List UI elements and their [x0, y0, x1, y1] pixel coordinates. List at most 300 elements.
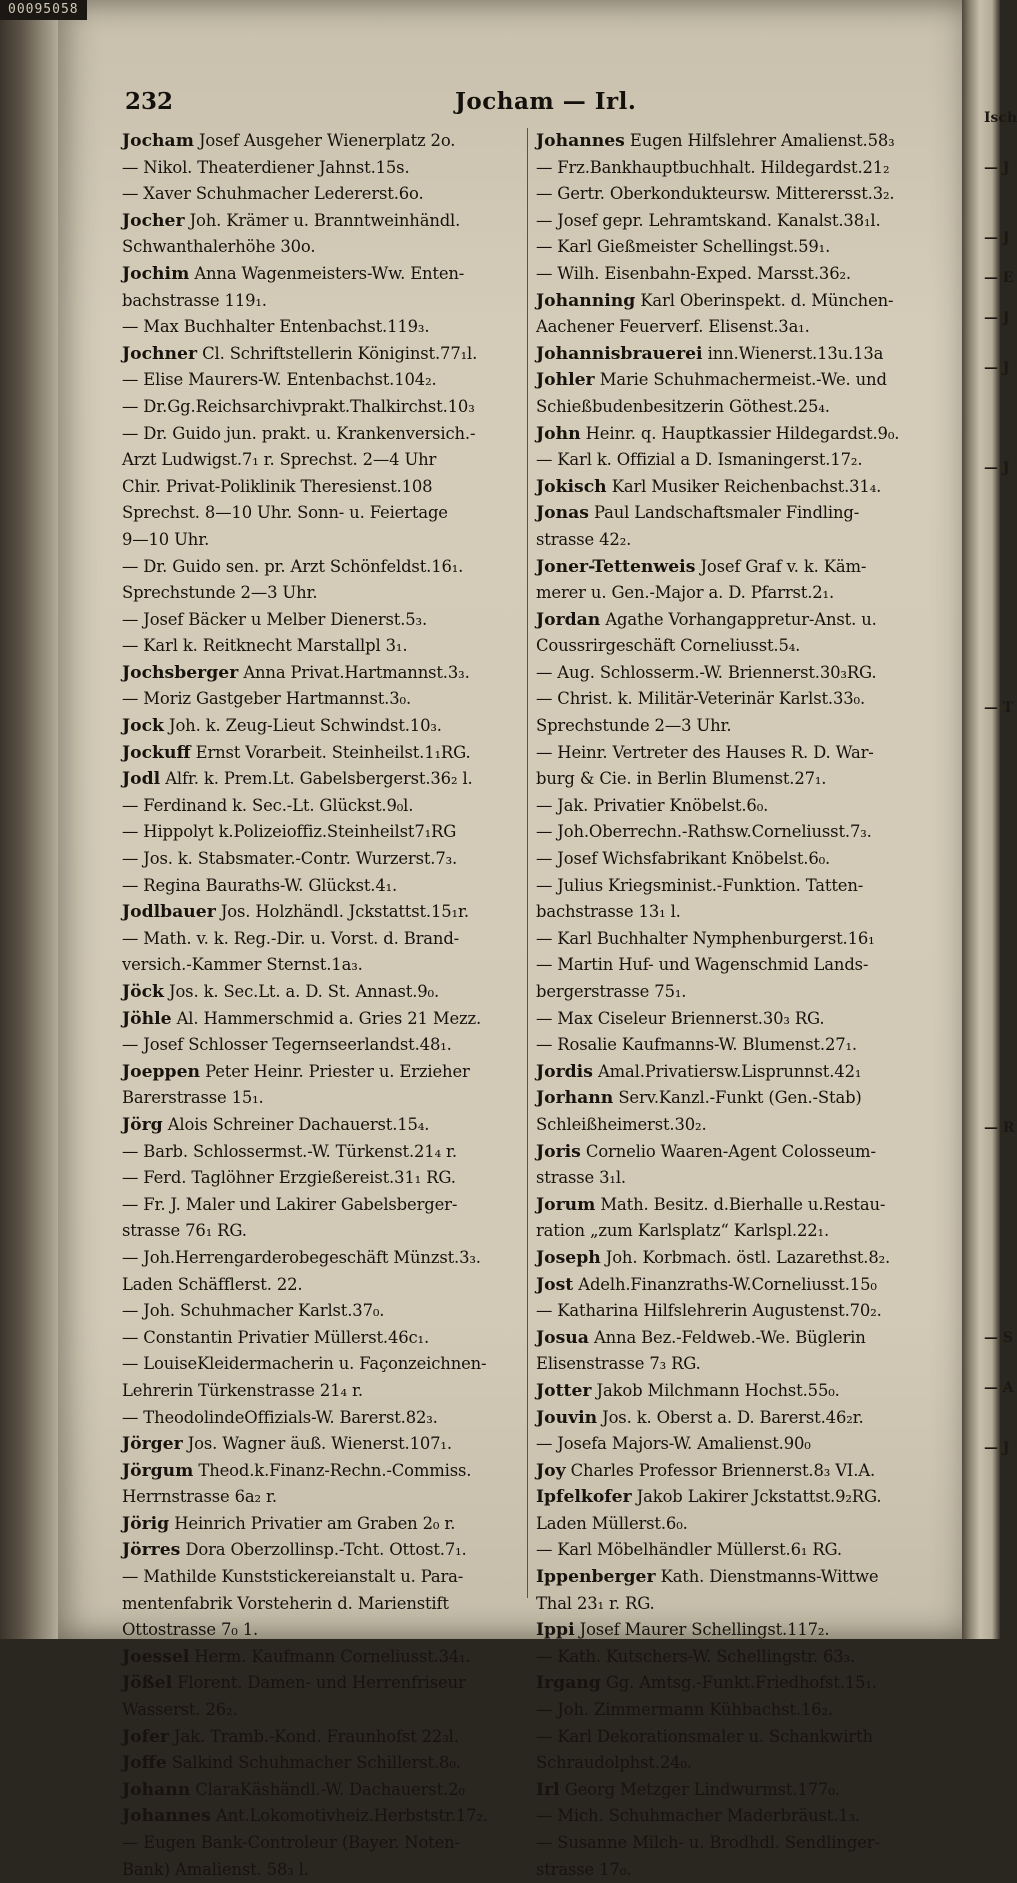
directory-line [122, 341, 520, 368]
directory-line [122, 740, 520, 767]
entry-text: Jos. Holzhändl. Jckstattst.15₁r. [220, 902, 469, 922]
entry-text: Laden Müllerst.6₀. [536, 1513, 688, 1533]
directory-line [122, 1617, 520, 1644]
entry-headword: Jochner [122, 343, 198, 364]
entry-headword: Joris [536, 1141, 581, 1162]
directory-line [536, 1803, 942, 1830]
directory-line [536, 1085, 942, 1112]
entry-text: — Barb. Schlossermst.-W. Türkenst.21₄ r. [122, 1141, 457, 1161]
entry-text: — Josef Bäcker u Melber Dienerst.5₃. [122, 609, 428, 629]
entry-headword: Irl [536, 1779, 560, 1800]
directory-line [536, 1537, 942, 1564]
directory-line [122, 1644, 520, 1671]
entry-text: Jakob Milchmann Hochst.55₀. [596, 1380, 840, 1400]
entry-text: — Frz.Bankhauptbuchhalt. Hildegardst.21₂ [536, 157, 890, 177]
entry-text: Joh. Korbmach. östl. Lazarethst.8₂. [605, 1247, 891, 1267]
entry-headword: Jörig [122, 1513, 170, 1534]
entry-text: — Susanne Milch- u. Brodhdl. Sendlinger- [536, 1833, 880, 1852]
directory-line [536, 474, 942, 501]
directory-line [122, 527, 520, 554]
entry-text: — Mathilde Kunststickereianstalt u. Para- [122, 1567, 464, 1587]
entry-text: — Dr. Guido sen. pr. Arzt Schönfeldst.16₁. [122, 556, 464, 576]
edge-fragment: — J [984, 360, 1010, 376]
entry-text: — Joh.Herrengarderobegeschäft Münzst.3₃. [122, 1247, 481, 1267]
directory-line [122, 367, 520, 394]
entry-text: mentenfabrik Vorsteherin d. Marienstift [122, 1593, 449, 1613]
entry-text: Schwanthalerhöhe 30o. [122, 237, 316, 257]
directory-line [122, 1351, 520, 1378]
entry-headword: Jofer [122, 1726, 169, 1747]
entry-text: — Math. v. k. Reg.-Dir. u. Vorst. d. Brand- [122, 928, 460, 948]
entry-text: — Jak. Privatier Knöbelst.6₀. [536, 795, 769, 815]
directory-line [536, 1644, 942, 1671]
page-header [125, 88, 937, 122]
directory-line [536, 1458, 942, 1485]
entry-headword: Joeppen [122, 1061, 200, 1082]
directory-line [536, 554, 942, 581]
directory-line [536, 1165, 942, 1192]
entry-headword: Jorum [536, 1194, 596, 1215]
entry-text: — Ferdinand k. Sec.-Lt. Glückst.9₀l. [122, 795, 414, 815]
entry-text: merer u. Gen.-Major a. D. Pfarrst.2₁. [536, 583, 835, 603]
entry-text: — Karl Dekorationsmaler u. Schankwirth [536, 1726, 873, 1746]
entry-text: Cl. Schriftstellerin Königinst.77₁l. [202, 343, 478, 363]
edge-fragment: — J [984, 230, 1010, 246]
directory-line [122, 128, 520, 155]
directory-line [122, 607, 520, 634]
directory-line [536, 500, 942, 527]
entry-text: Schleißheimerst.30₂. [536, 1114, 707, 1134]
directory-line [122, 1591, 520, 1618]
entry-text: Coussrirgeschäft Corneliusst.5₄. [536, 636, 801, 656]
entry-text: Joh. Krämer u. Branntweinhändl. [189, 210, 461, 230]
entry-text: Herrnstrasse 6a₂ r. [122, 1487, 277, 1507]
directory-line [536, 1378, 942, 1405]
directory-line [122, 234, 520, 261]
directory-line [536, 686, 942, 713]
directory-line [536, 527, 942, 554]
directory-line [536, 314, 942, 341]
directory-line [536, 394, 942, 421]
entry-text: — Karl Buchhalter Nymphenburgerst.16₁ [536, 928, 875, 948]
directory-line [122, 633, 520, 660]
entry-text: Paul Landschaftsmaler Findling- [593, 503, 860, 523]
entry-text: — Xaver Schuhmacher Ledererst.6o. [122, 184, 424, 204]
directory-line [122, 421, 520, 448]
entry-text: versich.-Kammer Sternst.1a₃. [122, 955, 363, 975]
directory-line [536, 952, 942, 979]
directory-line [536, 1032, 942, 1059]
edge-fragment: — A [984, 1380, 1014, 1396]
entry-text: — Heinr. Vertreter des Hauses R. D. War- [536, 742, 874, 762]
entry-text: — Moriz Gastgeber Hartmannst.3₀. [122, 689, 411, 709]
directory-line [122, 819, 520, 846]
directory-line [122, 1405, 520, 1432]
next-page-edge [962, 0, 1017, 1639]
edge-fragment: — J [984, 160, 1010, 176]
entry-text: Charles Professor Briennerst.8₃ VI.A. [570, 1460, 876, 1480]
directory-line [122, 394, 520, 421]
directory-line [536, 1857, 942, 1883]
entry-text: Sprechstunde 2—3 Uhr. [536, 716, 732, 736]
scan-id-label: 00095058 [0, 0, 87, 20]
entry-text: — Karl k. Offizial a D. Ismaningerst.17₂. [536, 450, 863, 470]
entry-text: bachstrasse 13₁ l. [536, 902, 681, 922]
entry-text: Eugen Hilfslehrer Amalienst.58₃ [629, 131, 895, 150]
entry-text: — Julius Kriegsminist.-Funktion. Tatten- [536, 875, 864, 895]
directory-line [536, 208, 942, 235]
entry-text: Kath. Dienstmanns-Wittwe [660, 1567, 879, 1587]
entry-text: — Max Buchhalter Entenbachst.119₃. [122, 317, 430, 337]
directory-line [536, 1192, 942, 1219]
entry-text: Alfr. k. Prem.Lt. Gabelsbergerst.36₂ l. [165, 769, 473, 789]
directory-line [536, 1697, 942, 1724]
entry-headword: Jodlbauer [122, 902, 216, 923]
column-divider [527, 128, 528, 1598]
directory-line [536, 1591, 942, 1618]
directory-line [536, 155, 942, 182]
edge-fragment: — J [984, 460, 1010, 476]
entry-text: Jos. k. Oberst a. D. Barerst.46₂r. [602, 1407, 864, 1427]
entry-text: Arzt Ludwigst.7₁ r. Sprechst. 2—4 Uhr [122, 450, 437, 470]
entry-text: — Regina Bauraths-W. Glückst.4₁. [122, 875, 398, 895]
directory-line [122, 1112, 520, 1139]
directory-line [122, 1245, 520, 1272]
entry-headword: Jordan [536, 609, 601, 630]
directory-line [536, 607, 942, 634]
entry-headword: Josua [536, 1327, 589, 1348]
directory-line [122, 713, 520, 740]
entry-text: — Constantin Privatier Müllerst.46c₁. [122, 1327, 430, 1347]
directory-line [536, 1112, 942, 1139]
entry-text: Cornelio Waaren-Agent Colosseum- [585, 1141, 876, 1161]
entry-text: Joh. k. Zeug-Lieut Schwindst.10₃. [169, 716, 442, 736]
entry-text: — Aug. Schlosserm.-W. Briennerst.30₃RG. [536, 662, 877, 682]
left-column [122, 128, 520, 1883]
entry-text: Serv.Kanzl.-Funkt (Gen.-Stab) [618, 1088, 862, 1108]
entry-text: Lehrerin Türkenstrasse 21₄ r. [122, 1380, 363, 1400]
directory-line [122, 261, 520, 288]
entry-text: — Josefa Majors-W. Amalienst.90₀ [536, 1434, 811, 1454]
entry-headword: Joseph [536, 1247, 601, 1268]
entry-text: Anna Privat.Hartmannst.3₃. [243, 662, 470, 682]
directory-line [536, 447, 942, 474]
directory-line [536, 846, 942, 873]
entry-headword: Jochsberger [122, 662, 239, 683]
directory-line [122, 447, 520, 474]
entry-text: strasse 76₁ RG. [122, 1221, 247, 1241]
entry-headword: Ipfelkofer [536, 1487, 632, 1508]
directory-line [536, 979, 942, 1006]
directory-line [536, 580, 942, 607]
directory-line [536, 633, 942, 660]
entry-text: — TheodolindeOffizials-W. Barerst.82₃. [122, 1407, 438, 1427]
entry-text: Gg. Amtsg.-Funkt.Friedhofst.15₁. [605, 1673, 877, 1693]
entry-text: — Dr.Gg.Reichsarchivprakt.Thalkirchst.10₃ [122, 396, 475, 416]
entry-text: Josef Maurer Schellingst.117₂. [579, 1620, 830, 1640]
entry-headword: Jorhann [536, 1088, 614, 1109]
entry-headword: Ippenberger [536, 1567, 656, 1588]
entry-text: 9—10 Uhr. [122, 529, 210, 549]
directory-line [536, 1325, 942, 1352]
entry-headword: Jokisch [536, 476, 607, 497]
entry-text: — Nikol. Theaterdiener Jahnst.15s. [122, 157, 410, 177]
entry-text: Sprechst. 8—10 Uhr. Sonn- u. Feiertage [122, 503, 448, 523]
entry-text: strasse 3₁l. [536, 1168, 626, 1188]
entry-text: — Karl Möbelhändler Müllerst.6₁ RG. [536, 1540, 842, 1560]
directory-line [536, 1511, 942, 1538]
directory-line [122, 500, 520, 527]
entry-headword: Jouvin [536, 1407, 598, 1428]
directory-line [122, 1325, 520, 1352]
entry-text: Florent. Damen- und Herrenfriseur [177, 1673, 466, 1693]
edge-fragment: Isch [984, 110, 1017, 126]
entry-text: — Mich. Schuhmacher Maderbräust.1₃. [536, 1806, 861, 1826]
running-head: Jocham — Irl. [455, 88, 637, 115]
directory-line [536, 1218, 942, 1245]
entry-headword: Joner-Tettenweis [536, 556, 696, 577]
page-number: 232 [125, 88, 174, 115]
entry-headword: Joessel [122, 1646, 190, 1667]
entry-headword: Jörg [122, 1114, 163, 1135]
entry-text: — Kath. Kutschers-W. Schellingstr. 63₃. [536, 1646, 856, 1666]
entry-text: Schießbudenbesitzerin Göthest.25₄. [536, 396, 830, 416]
directory-line [536, 1564, 942, 1591]
directory-line [536, 1670, 942, 1697]
directory-line [536, 1272, 942, 1299]
directory-line [122, 926, 520, 953]
entry-text: Amal.Privatiersw.Lisprunnst.42₁ [597, 1061, 862, 1081]
entry-headword: Ippi [536, 1620, 575, 1641]
directory-line [122, 1724, 520, 1751]
entry-text: — Christ. k. Militär-Veterinär Karlst.33₀. [536, 689, 866, 709]
directory-line [536, 1724, 942, 1751]
directory-line [122, 1165, 520, 1192]
directory-line [122, 1085, 520, 1112]
entry-text: — Martin Huf- und Wagenschmid Lands- [536, 955, 869, 975]
entry-text: Karl Musiker Reichenbachst.31₄. [611, 476, 882, 496]
entry-headword: Jocher [122, 210, 185, 231]
directory-line [122, 1697, 520, 1724]
entry-text: Heinr. q. Hauptkassier Hildegardst.9₀. [585, 423, 900, 443]
directory-line [536, 1484, 942, 1511]
entry-text: Laden Schäfflerst. 22. [122, 1274, 303, 1294]
directory-line [536, 421, 942, 448]
entry-text: — Elise Maurers-W. Entenbachst.104₂. [122, 370, 437, 390]
directory-line [536, 660, 942, 687]
entry-text: — Josef gepr. Lehramtskand. Kanalst.38₁l. [536, 210, 881, 230]
entry-text: strasse 42₂. [536, 529, 632, 549]
edge-fragment: — J [984, 310, 1010, 326]
entry-text: — Joh. Zimmermann Kühbachst.16₂. [536, 1700, 833, 1720]
directory-line [536, 1405, 942, 1432]
entry-text: — Katharina Hilfslehrerin Augustenst.70₂. [536, 1301, 882, 1321]
entry-text: Josef Graf v. k. Käm- [700, 556, 867, 576]
entry-text: ClaraKäshändl.-W. Dachauerst.2₀ [195, 1779, 465, 1799]
directory-line [536, 819, 942, 846]
entry-text: Jos. Wagner äuß. Wienerst.107₁. [187, 1434, 452, 1454]
entry-text: — Jos. k. Stabsmater.-Contr. Wurzerst.7₃. [122, 849, 458, 869]
entry-text: Bank) Amalienst. 58₃ l. [122, 1859, 309, 1879]
directory-line [536, 1777, 942, 1804]
entry-headword: Johannes [122, 1806, 211, 1827]
directory-line [536, 766, 942, 793]
entry-headword: Jößel [122, 1673, 173, 1694]
entry-text: Anna Bez.-Feldweb.-We. Büglerin [593, 1327, 866, 1347]
entry-text: Adelh.Finanzraths-W.Corneliusst.15₀ [578, 1274, 877, 1294]
entry-headword: Jochim [122, 263, 190, 284]
entry-text: — Max Ciseleur Briennerst.30₃ RG. [536, 1008, 825, 1028]
entry-text: — Josef Schlosser Tegernseerlandst.48₁. [122, 1035, 452, 1055]
directory-line [536, 1830, 942, 1857]
entry-text: Jos. k. Sec.Lt. a. D. St. Annast.9₀. [169, 982, 440, 1001]
directory-line [122, 952, 520, 979]
directory-line [122, 474, 520, 501]
entry-text: burg & Cie. in Berlin Blumenst.27₁. [536, 769, 827, 789]
edge-fragment: — J [984, 1440, 1010, 1456]
entry-headword: Johannes [536, 131, 625, 151]
directory-line [536, 873, 942, 900]
entry-text: Wasserst. 26₂. [122, 1700, 238, 1720]
directory-line [536, 926, 942, 953]
directory-line [122, 1750, 520, 1777]
directory-line [536, 1298, 942, 1325]
entry-text: ration „zum Karlsplatz“ Karlspl.22₁. [536, 1221, 830, 1241]
directory-line [122, 793, 520, 820]
entry-text: Alois Schreiner Dachauerst.15₄. [167, 1114, 430, 1134]
entry-text: Josef Ausgeher Wienerplatz 2o. [198, 131, 456, 150]
entry-text: Peter Heinr. Priester u. Erzieher [205, 1061, 470, 1081]
entry-text: — Joh. Schuhmacher Karlst.37₀. [122, 1301, 385, 1321]
directory-line [536, 793, 942, 820]
entry-text: Jak. Tramb.-Kond. Fraunhofst 22₃l. [174, 1726, 459, 1746]
directory-line [122, 1857, 520, 1883]
directory-line [122, 1458, 520, 1485]
entry-headword: Joy [536, 1460, 566, 1481]
directory-line [536, 261, 942, 288]
directory-line [536, 713, 942, 740]
directory-line [122, 181, 520, 208]
edge-fragment: — T [984, 700, 1014, 716]
entry-text: Heinrich Privatier am Graben 2₀ r. [174, 1513, 456, 1533]
entry-text: strasse 17₀. [536, 1859, 632, 1879]
entry-text: — Joh.Oberrechn.-Rathsw.Corneliusst.7₃. [536, 822, 872, 842]
directory-line [122, 1431, 520, 1458]
entry-text: Georg Metzger Lindwurmst.177₀. [564, 1779, 840, 1799]
entry-text: Al. Hammerschmid a. Gries 21 Mezz. [176, 1008, 482, 1028]
directory-line [536, 1431, 942, 1458]
directory-line [122, 155, 520, 182]
directory-line [536, 288, 942, 315]
entry-text: Thal 23₁ r. RG. [536, 1593, 655, 1613]
directory-line [536, 367, 942, 394]
entry-text: — Karl k. Reitknecht Marstallpl 3₁. [122, 636, 408, 656]
directory-line [536, 181, 942, 208]
entry-text: Salkind Schuhmacher Schillerst.8₀. [171, 1753, 461, 1773]
directory-line [122, 580, 520, 607]
directory-line [536, 1245, 942, 1272]
entry-headword: Jörres [122, 1540, 181, 1561]
entry-headword: Jonas [536, 503, 589, 524]
directory-line [536, 1617, 942, 1644]
entry-text: Elisenstrasse 7₃ RG. [536, 1354, 701, 1374]
directory-line [122, 288, 520, 315]
directory-line [536, 1059, 942, 1086]
entry-headword: Jöck [122, 982, 164, 1002]
entry-headword: Johannisbrauerei [536, 343, 703, 364]
directory-line [122, 660, 520, 687]
entry-headword: Johanning [536, 290, 636, 311]
directory-line [536, 341, 942, 368]
entry-text: bergerstrasse 75₁. [536, 982, 687, 1001]
entry-text: — Hippolyt k.Polizeioffiz.Steinheilst7₁RG [122, 822, 457, 842]
entry-text: Karl Oberinspekt. d. München- [640, 290, 894, 310]
directory-line [122, 1006, 520, 1033]
directory-line [536, 234, 942, 261]
entry-headword: John [536, 423, 581, 444]
directory-line [122, 766, 520, 793]
edge-fragment: — E [984, 270, 1014, 286]
entry-headword: Jocham [122, 131, 194, 151]
directory-line [122, 1670, 520, 1697]
directory-line [122, 1537, 520, 1564]
entry-text: Ottostrasse 7₀ 1. [122, 1620, 259, 1640]
entry-text: inn.Wienerst.13u.13a [707, 343, 884, 363]
entry-text: Jakob Lakirer Jckstattst.9₂RG. [636, 1487, 882, 1507]
edge-fragment: — S [984, 1330, 1013, 1346]
entry-headword: Jotter [536, 1380, 592, 1401]
entry-text: — Rosalie Kaufmanns-W. Blumenst.27₁. [536, 1035, 857, 1055]
directory-line [122, 873, 520, 900]
directory-line [122, 1192, 520, 1219]
entry-text: Barerstrasse 15₁. [122, 1088, 264, 1108]
directory-line [122, 1139, 520, 1166]
entry-text: Theod.k.Finanz-Rechn.-Commiss. [198, 1460, 472, 1480]
entry-text: Ant.Lokomotivheiz.Herbststr.17₂. [215, 1806, 488, 1826]
directory-line [122, 1272, 520, 1299]
entry-text: Math. Besitz. d.Bierhalle u.Restau- [600, 1194, 886, 1214]
directory-line [122, 1564, 520, 1591]
entry-headword: Jörgum [122, 1460, 194, 1481]
edge-fragment: — R [984, 1120, 1015, 1136]
right-column [536, 128, 942, 1883]
entry-headword: Johler [536, 370, 595, 391]
entry-text: — Eugen Bank-Controleur (Bayer. Noten- [122, 1833, 460, 1852]
directory-line [122, 1484, 520, 1511]
entry-text: Aachener Feuerverf. Elisenst.3a₁. [536, 317, 810, 337]
directory-line [122, 1830, 520, 1857]
directory-line [122, 1803, 520, 1830]
entry-headword: Jordis [536, 1061, 593, 1082]
entry-headword: Jöhle [122, 1008, 172, 1029]
entry-text: — Fr. J. Maler und Lakirer Gabelsberger- [122, 1194, 458, 1214]
directory-line [536, 128, 942, 155]
entry-text: — Wilh. Eisenbahn-Exped. Marsst.36₂. [536, 263, 851, 283]
directory-line [122, 1032, 520, 1059]
entry-headword: Irgang [536, 1673, 601, 1694]
entry-headword: Jost [536, 1274, 574, 1295]
entry-headword: Jörger [122, 1434, 183, 1455]
directory-line [536, 740, 942, 767]
entry-text: — Ferd. Taglöhner Erzgießereist.31₁ RG. [122, 1168, 456, 1188]
entry-text: Agathe Vorhangappretur-Anst. u. [605, 609, 877, 629]
entry-text: — Gertr. Oberkondukteursw. Mitterersst.3₂. [536, 184, 895, 204]
directory-line [122, 208, 520, 235]
entry-text: Sprechstunde 2—3 Uhr. [122, 583, 318, 603]
entry-text: Chir. Privat-Poliklinik Theresienst.108 [122, 476, 433, 496]
directory-line [122, 1218, 520, 1245]
directory-line [122, 314, 520, 341]
